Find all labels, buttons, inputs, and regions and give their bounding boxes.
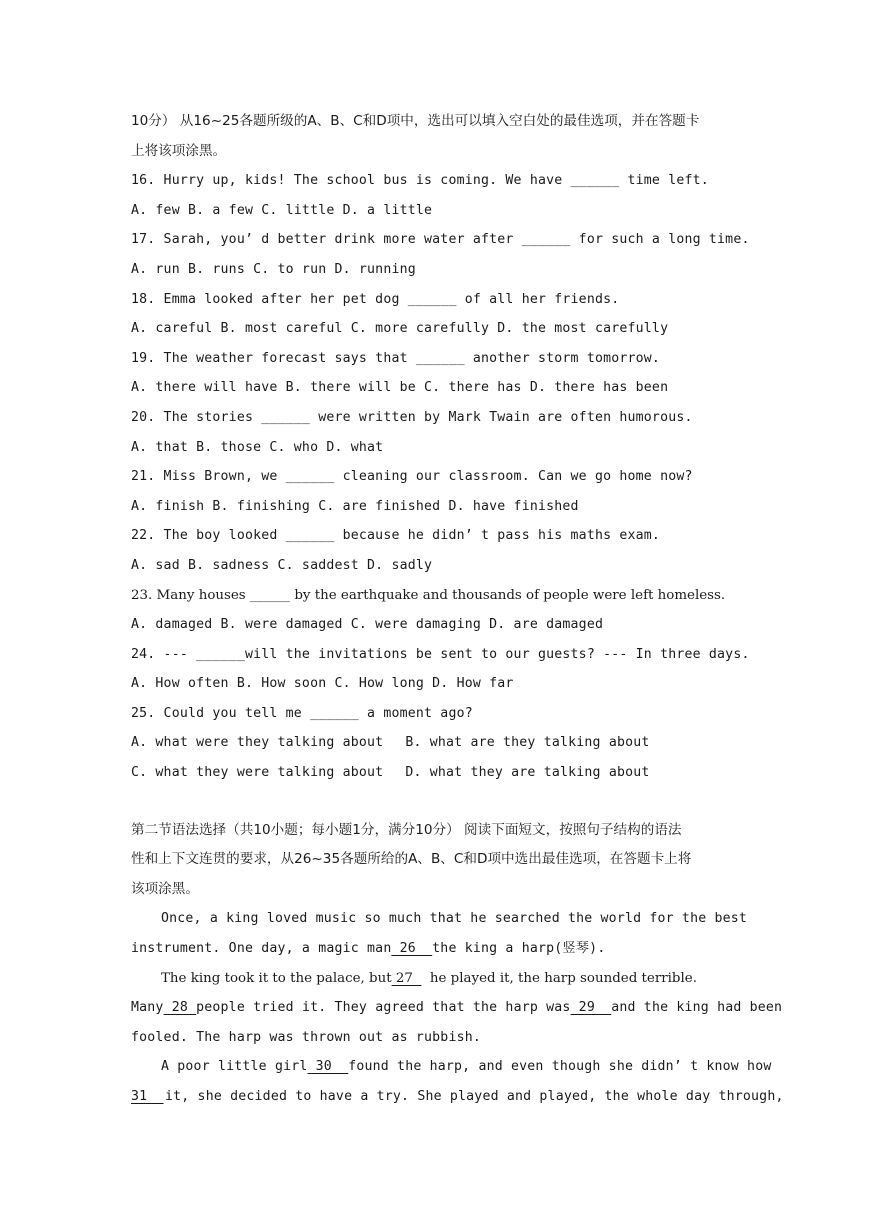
blank-27: 27 [391,970,422,986]
options-20: A. that B. those C. who D. what [131,439,384,455]
passage-text: it, she decided to have a try. She played and played, the whole day through, [165,1089,784,1104]
passage-text: The king took it to the palace, but [161,970,392,986]
options-25-row-2 [131,758,741,788]
blank-29: 29 [570,1000,612,1016]
question-22: 22. The boy looked ______ because he didn’ t pass his maths exam. [131,528,661,544]
question-17: 17. Sarah, you’ d better drink more water after ______ for such a long time. [131,232,750,248]
option-25-c: C. what they were talking about [131,765,384,781]
options-25-row-1 [131,728,741,758]
options-21: A. finish B. finishing C. are finished D. have finished [131,498,579,514]
options-18: A. careful B. most careful C. more carefully D. the most carefully [131,321,669,337]
options-22: A. sad B. sadness C. saddest D. sadly [131,557,433,573]
blank-26: 26 [391,941,433,957]
passage-text: the king a harp(竖琴). [432,941,606,957]
passage-text: instrument. One day, a magic man [131,941,392,957]
question-19: 19. The weather forecast says that ______ another storm tomorrow. [131,350,661,366]
passage-text: Many [131,1000,164,1016]
question-23: 23. Many houses ______ by the earthquake and thousands of people were left homeless. [131,587,726,603]
passage-p2-line-3: fooled. The harp was thrown out as rubbish. [131,1029,482,1045]
options-17: A. run B. runs C. to run D. running [131,261,416,277]
blank-31: 31 [131,1089,164,1104]
section2-intro-line-2: 性和上下文连贯的要求，从26~35各题所给的A、B、C和D项中选出最佳选项，在答题卡上将 [131,851,692,868]
passage-p3-line-1 [131,1052,772,1082]
section1-intro-line-1: 10分） 从16~25各题所级的A、B、C和D项中，选出可以填入空白处的最佳选项，并在答题卡 [131,113,700,129]
passage-text: people tried it. They agreed that the harp was [196,1000,571,1016]
passage-text: and the king had been [611,1000,783,1016]
passage-p3-line-2 [131,1082,784,1112]
blank-28: 28 [163,1000,197,1016]
passage-p1-line-1: Once, a king loved music so much that he searched the world for the best [161,911,748,927]
options-19: A. there will have B. there will be C. there has D. there has been [131,380,669,396]
question-24: 24. --- ______will the invitations be sent to our guests? --- In three days. [131,646,750,662]
question-16: 16. Hurry up, kids! The school bus is coming. We have ______ time left. [131,173,709,189]
section1-intro-line-2: 上将该项涂黑。 [131,142,227,159]
options-16: A. few B. a few C. little D. a little [131,202,433,218]
section-spacer [131,788,741,816]
option-25-d: D. what they are talking about [405,765,650,781]
section2-intro-line-1: 第二节语法选择（共10小题；每小题1分，满分10分） 阅读下面短文，按照句子结构的语法 [131,821,682,838]
blank-30: 30 [307,1059,349,1075]
option-25-b: B. what are they talking about [405,735,650,751]
question-21: 21. Miss Brown, we ______ cleaning our classroom. Can we go home now? [131,469,693,485]
question-25: 25. Could you tell me ______ a moment ago? [131,705,473,721]
passage-text: A poor little girl [161,1059,308,1075]
passage-p1-line-2 [131,934,741,964]
question-18: 18. Emma looked after her pet dog ______ of all her friends. [131,291,620,307]
options-23: A. damaged B. were damaged C. were damaging D. are damaged [131,617,604,633]
page-content [131,107,784,1112]
passage-text: found the harp, and even though she didn’ t know how [348,1059,772,1075]
section2-intro-line-3: 该项涂黑。 [131,880,199,897]
options-24: A. How often B. How soon C. How long D. How far [131,676,514,692]
question-20: 20. The stories ______ were written by Mark Twain are often humorous. [131,409,693,425]
option-25-a: A. what were they talking about [131,735,384,751]
passage-text: he played it, the harp sounded terrible. [425,970,697,986]
passage-p2-line-2 [131,993,783,1023]
passage-p2-line-1 [131,964,741,994]
